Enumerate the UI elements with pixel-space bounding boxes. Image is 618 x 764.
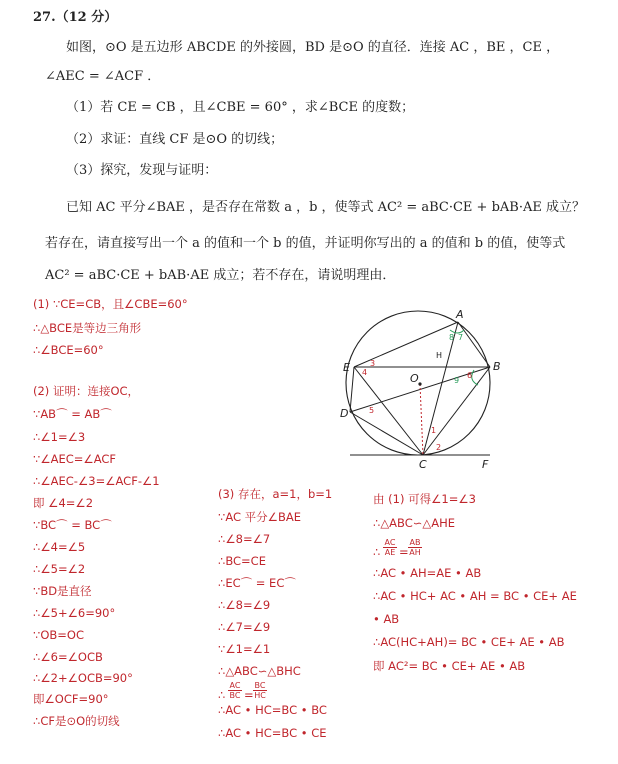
question-3: （3）探究，发现与证明：	[66, 163, 218, 178]
question-3-line1: 已知 AC 平分∠BAE ，是否存在常数 a ，b ，使等式 AC² = aBC·CE + bAB·AE 成立？	[66, 200, 585, 215]
fraction-denominator: AH	[409, 548, 421, 557]
angle-label-4: 4	[362, 368, 368, 377]
answer-col3-line: ∴AC • AH=AE • AB	[373, 566, 482, 580]
answer-col2-line: ∴BC=CE	[218, 554, 266, 568]
problem-intro-cont: ∠AEC = ∠ACF ．	[45, 69, 161, 84]
label-b: B	[493, 360, 501, 373]
answer-col2-line: ∴△ABC∽△BHC	[218, 664, 301, 678]
answer-col1-line: 即 ∠4=∠2	[33, 496, 94, 510]
label-e: E	[343, 361, 350, 374]
fraction-ab-ah	[408, 538, 422, 557]
fraction-bc-hc	[253, 681, 267, 700]
answer-col2-line: ∴	[218, 688, 226, 702]
fraction-ac-bc	[228, 681, 242, 700]
answer-col2-line: ∴∠8=∠9	[218, 598, 271, 612]
answer-col1-line: ∴∠2+∠OCB=90°	[33, 671, 133, 685]
label-h: H	[436, 351, 443, 360]
answer-col2-line: ∴∠7=∠9	[218, 620, 271, 634]
answer-col1-line: ∵BD是直径	[33, 584, 92, 598]
answer-col2-line: ∴AC • HC=BC • CE	[218, 726, 327, 740]
answer-col3-line: ∴AC • HC+ AC • AH = BC • CE+ AE	[373, 589, 577, 603]
angle-label-8: 8	[449, 333, 455, 342]
fraction-ac-ae	[383, 538, 397, 557]
label-o: O	[410, 372, 419, 385]
answer-col1-line: ∴∠AEC-∠3=∠ACF-∠1	[33, 474, 160, 488]
segment-ed	[350, 367, 354, 412]
answer-col3-line: ∴AC(HC+AH)= BC • CE+ AE • AB	[373, 635, 565, 649]
fraction-numerator: AB	[409, 538, 421, 547]
question-1: （1）若 CE = CB ，且∠CBE = 60° ，求∠BCE 的度数；	[66, 100, 415, 115]
geometry-figure	[340, 300, 510, 475]
angle-label-6: 6	[467, 371, 473, 380]
segment-dc	[350, 412, 423, 455]
answer-col1-line: ∴∠5+∠6=90°	[33, 606, 116, 620]
answer-col2-line: ∴AC • HC=BC • BC	[218, 703, 327, 717]
answer-col3-line: • AB	[373, 612, 400, 626]
answer-col3-line: ∴	[373, 545, 381, 559]
answer-col2-line: (3) 存在，a=1，b=1	[218, 487, 333, 501]
answer-col1-line: ∴∠1=∠3	[33, 430, 86, 444]
fraction-numerator: AC	[229, 681, 241, 690]
question-3-line3: AC² = aBC·CE + bAB·AE 成立；若不存在，请说明理由．	[45, 268, 396, 283]
angle-label-9: 9	[454, 376, 460, 385]
problem-header: 27.（12 分）	[33, 10, 118, 25]
fraction-numerator: AC	[384, 538, 396, 547]
segment-ab	[458, 322, 490, 367]
answer-col1-line: ∴∠6=∠OCB	[33, 650, 103, 664]
fraction-denominator: AE	[384, 548, 396, 557]
question-2: （2）求证：直线 CF 是⊙O 的切线；	[66, 132, 284, 147]
angle-label-2: 2	[436, 443, 442, 452]
answer-col2-line: ∴∠8=∠7	[218, 532, 271, 546]
answer-col1-line: ∴∠5=∠2	[33, 562, 86, 576]
answer-col1-line: ∴△BCE是等边三角形	[33, 321, 142, 335]
label-c: C	[419, 458, 427, 471]
fraction-denominator: HC	[254, 691, 266, 700]
answer-col2-line: ∵∠1=∠1	[218, 642, 271, 656]
angle-label-5: 5	[369, 406, 375, 415]
fraction-numerator: BC	[254, 681, 266, 690]
answer-col1-line: 即∠OCF=90°	[33, 692, 109, 706]
answer-col1-line: (1) ∵CE=CB，且∠CBE=60°	[33, 297, 188, 311]
answer-col3-line: ∴△ABC∽△AHE	[373, 516, 456, 530]
answer-col3-line: 由 (1) 可得∠1=∠3	[373, 492, 476, 506]
fraction-denominator: BC	[229, 691, 241, 700]
answer-col3-line: 即 AC²= BC • CE+ AE • AB	[373, 659, 526, 673]
center-point	[418, 382, 421, 385]
angle-label-7: 7	[458, 333, 464, 342]
answer-col1-line: ∴∠BCE=60°	[33, 343, 104, 357]
angle-label-1: 1	[431, 426, 437, 435]
problem-intro: 如图，⊙O 是五边形 ABCDE 的外接圆，BD 是⊙O 的直径．连接 AC ，BE ，CE ，	[66, 40, 560, 55]
label-f: F	[482, 458, 489, 471]
label-a: A	[456, 308, 464, 321]
answer-col1-line: ∵BC⌒ = BC⌒	[33, 518, 112, 532]
answer-col1-line: ∴CF是⊙O的切线	[33, 714, 120, 728]
answer-col1-line: ∵AB⌒ = AB⌒	[33, 407, 112, 421]
equals-sign: =	[399, 545, 409, 559]
answer-col1-line: ∴∠4=∠5	[33, 540, 86, 554]
answer-col2-line: ∴EC⌒ = EC⌒	[218, 576, 296, 590]
answer-col2-line: ∵AC 平分∠BAE	[218, 510, 301, 524]
segment-oc	[420, 384, 423, 455]
question-3-line2: 若存在，请直接写出一个 a 的值和一个 b 的值，并证明你写出的 a 的值和 b 的值，使等式	[45, 236, 566, 251]
answer-col1-line: ∵∠AEC=∠ACF	[33, 452, 117, 466]
answer-col1-line: (2) 证明：连接OC，	[33, 384, 140, 398]
equals-sign: =	[244, 688, 254, 702]
answer-col1-line: ∵OB=OC	[33, 628, 84, 642]
label-d: D	[340, 407, 349, 420]
angle-label-3: 3	[370, 359, 376, 368]
